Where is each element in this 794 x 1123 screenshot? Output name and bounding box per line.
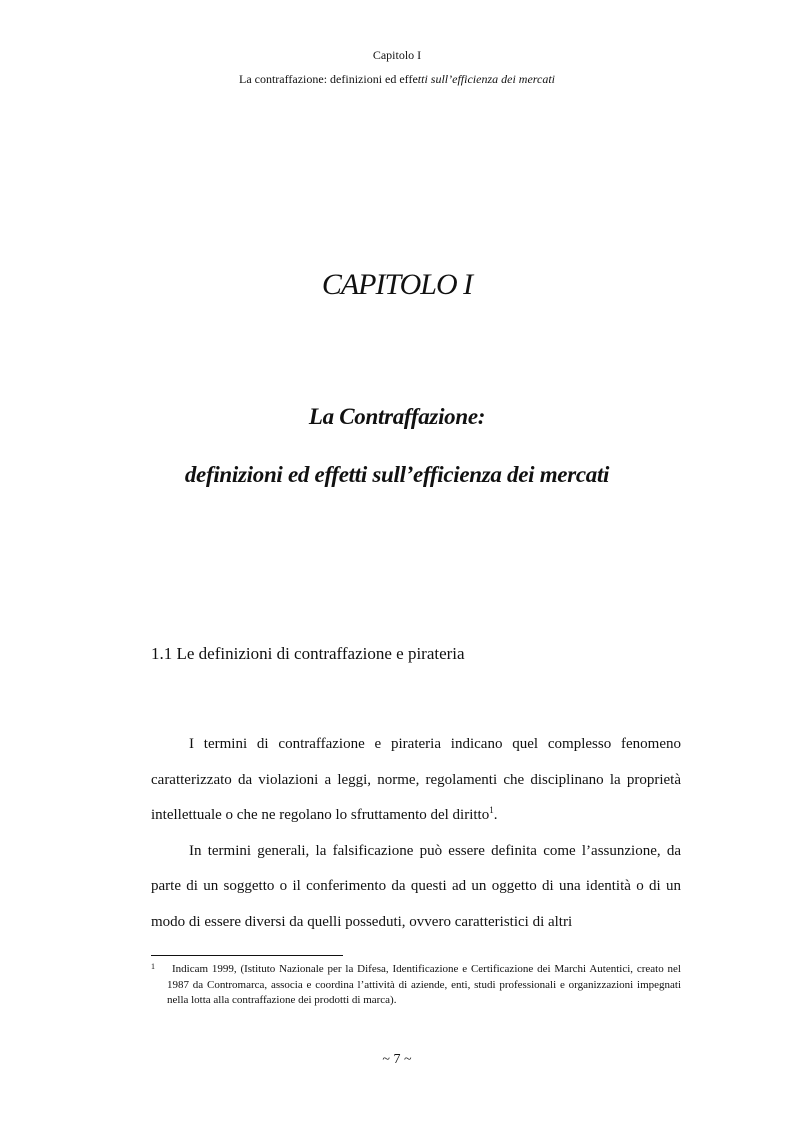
footnote-marker: 1	[151, 962, 155, 971]
running-head-chapter: Capitolo I	[372, 48, 422, 62]
chapter-title: CAPITOLO I	[321, 268, 473, 301]
paragraph-1-text: I termini di contraffazione e pirateria indicano quel complesso fenomeno caratterizzato da violazioni a leggi, norme, regolamenti che disciplinano la proprietà intellettuale o che ne regolano lo sfruttamento del diritto	[151, 736, 681, 823]
footnote-reference[interactable]: 1	[489, 805, 494, 815]
footnote-separator	[151, 955, 343, 956]
running-head-title-plain: La contraffazione: definizioni ed effe	[238, 72, 418, 86]
paragraph-1	[151, 727, 681, 834]
footnote	[151, 962, 681, 1009]
page-number: ~ 7 ~	[382, 1052, 412, 1067]
chapter-subtitle-line1: La Contraffazione:	[308, 404, 486, 429]
running-head-title	[0, 72, 794, 87]
paragraph-2: In termini generali, la falsificazione può essere definita come l’assunzione, da parte di un soggetto o il conferimento da questi ad un oggetto di una identità o di un modo di essere diversi da quelli posseduti, ovvero caratteristici di altri	[151, 842, 681, 930]
paragraph-1-end: .	[493, 807, 498, 823]
section-heading: 1.1 Le definizioni di contraffazione e pirateria	[151, 644, 465, 663]
running-head-title-italic: tti sull’efficienza dei mercati	[417, 72, 555, 86]
footnote-text: Indicam 1999, (Istituto Nazionale per la Difesa, Identificazione e Certificazione dei Marchi Autentici, creato nel 1987 da Contromarca, associa e coordina l’attività di aziende, enti, studi professionali e organizzazioni impegnati nella lotta alla contraffazione dei prodotti di marca).	[167, 963, 681, 1006]
chapter-subtitle-line2: definizioni ed effetti sull’efficienza dei mercati	[184, 462, 610, 487]
body-text	[151, 727, 681, 940]
